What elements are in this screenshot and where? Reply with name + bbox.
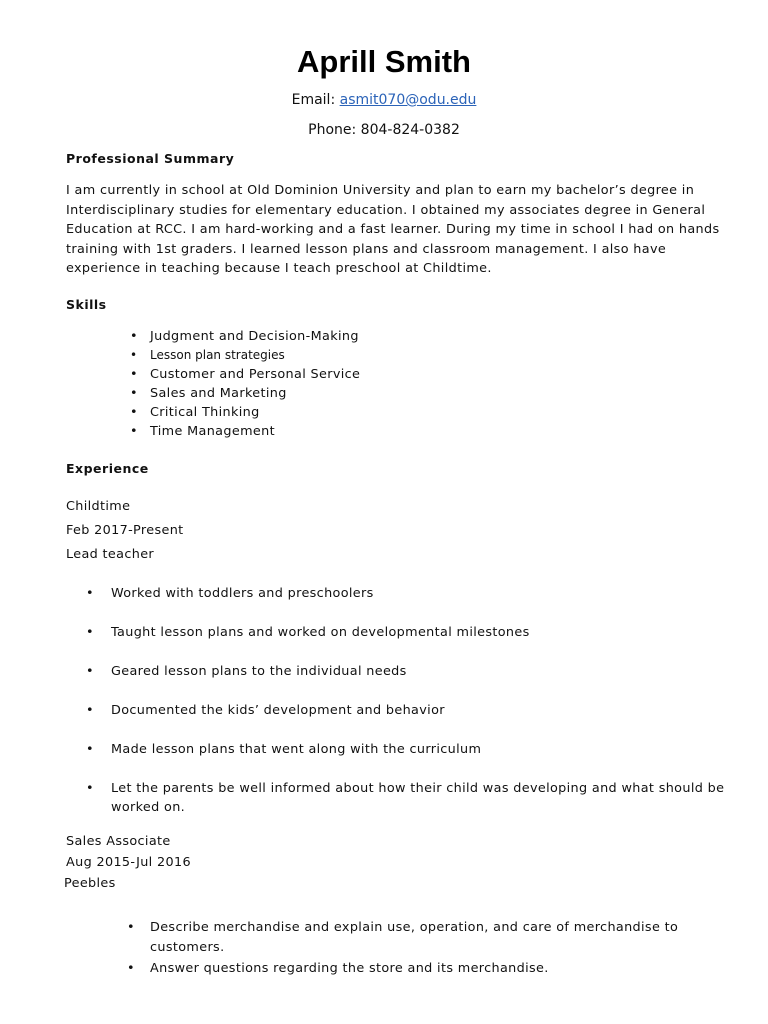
- job2-title: Sales Associate: [66, 834, 171, 849]
- skill-item: [130, 365, 360, 384]
- job1-bullet-text: Made lesson plans that went along with the curriculum: [111, 742, 482, 757]
- job1-employer: Childtime: [66, 499, 131, 514]
- bullet-icon: •: [86, 586, 94, 601]
- email-label: Email:: [291, 92, 336, 108]
- bullet-icon: •: [86, 625, 94, 640]
- skill-item: [130, 327, 360, 346]
- summary-heading: Professional Summary: [66, 151, 235, 166]
- skills-list: [130, 327, 360, 441]
- job1-bullet-text: Taught lesson plans and worked on developmental milestones: [111, 625, 530, 640]
- bullet-icon: •: [86, 703, 94, 718]
- skill-label: Time Management: [150, 424, 275, 439]
- phone-number: 804-824-0382: [360, 122, 460, 138]
- summary-line: I am currently in school at Old Dominion University and plan to earn my bachelor’s degree in: [66, 183, 695, 198]
- skill-label: Judgment and Decision-Making: [150, 329, 359, 344]
- bullet-icon: •: [127, 961, 135, 976]
- resume-name: Aprill Smith: [297, 44, 471, 79]
- bullet-icon: •: [127, 920, 135, 935]
- job1-dates: Feb 2017-Present: [66, 523, 184, 538]
- summary-line: training with 1st graders. I learned lesson plans and classroom management. I also have: [66, 241, 667, 257]
- bullet-icon: •: [130, 367, 138, 382]
- summary-line: Education at RCC. I am hard-working and a fast learner. During my time in school I had on hands: [66, 222, 720, 237]
- job2-employer: Peebles: [64, 876, 116, 891]
- skill-item: [130, 403, 360, 422]
- job1-bullet-text: worked on.: [111, 800, 186, 815]
- skill-item: [130, 346, 360, 365]
- bullet-icon: •: [86, 664, 94, 679]
- summary-line: experience in teaching because I teach preschool at Childtime.: [66, 261, 492, 276]
- job1-bullet-text: Worked with toddlers and preschoolers: [111, 586, 374, 601]
- bullet-icon: •: [130, 386, 138, 401]
- summary-paragraph: [66, 181, 746, 279]
- job1-bullet-text: Let the parents be well informed about how their child was developing and what should be: [111, 781, 725, 796]
- email-line: [0, 92, 768, 108]
- bullet-icon: •: [130, 424, 138, 439]
- job2-dates: Aug 2015-Jul 2016: [66, 855, 191, 870]
- bullet-icon: •: [130, 405, 138, 420]
- skill-label: Customer and Personal Service: [150, 367, 361, 382]
- skill-item: [130, 422, 360, 441]
- job1-title: Lead teacher: [66, 547, 155, 562]
- summary-line: Interdisciplinary studies for elementary education. I obtained my associates degree in General: [66, 202, 706, 218]
- job1-bullet-text: Geared lesson plans to the individual needs: [111, 664, 407, 679]
- job2-bullet-text: customers.: [150, 940, 225, 955]
- email-link[interactable]: asmit070@odu.edu: [339, 92, 477, 108]
- bullet-icon: •: [86, 742, 94, 757]
- phone-label: Phone:: [308, 122, 357, 138]
- skill-label: Sales and Marketing: [150, 386, 287, 401]
- phone-line: [0, 122, 768, 138]
- bullet-icon: •: [130, 348, 138, 362]
- skill-label: Critical Thinking: [150, 405, 260, 420]
- job2-bullet-text: Answer questions regarding the store and its merchandise.: [150, 961, 549, 976]
- job1-bullet-text: Documented the kids’ development and behavior: [111, 703, 445, 718]
- bullet-icon: •: [130, 329, 138, 344]
- job2-bullet-text: Describe merchandise and explain use, operation, and care of merchandise to: [150, 920, 679, 935]
- skill-item: [130, 384, 360, 403]
- skills-heading: Skills: [66, 297, 107, 312]
- skill-label: Lesson plan strategies: [150, 348, 285, 362]
- bullet-icon: •: [86, 781, 94, 796]
- experience-heading: Experience: [66, 461, 149, 476]
